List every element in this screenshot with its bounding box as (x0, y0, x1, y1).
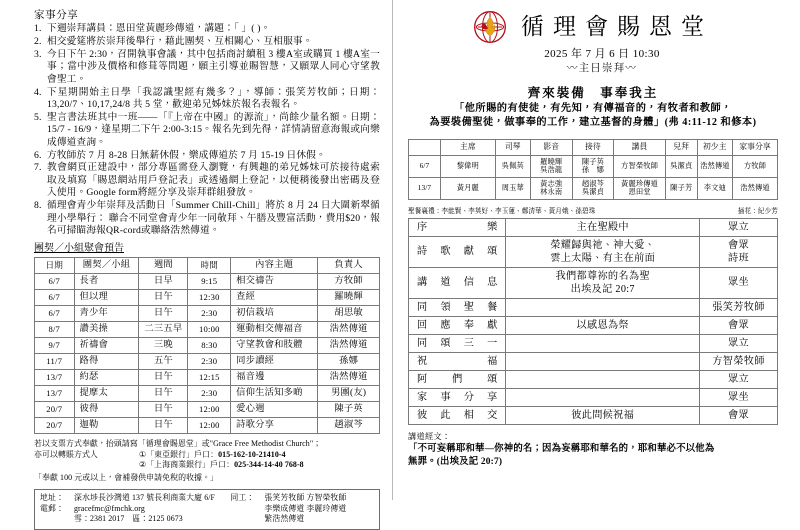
fellowship-cell-time: 12:00 (188, 417, 231, 433)
worship-order-item: 同領聖餐 (409, 298, 506, 316)
service-kind-ornament-right: 〰 (625, 63, 638, 74)
fellowship-cell-date: 6/7 (35, 305, 75, 321)
fellowship-row (35, 305, 380, 321)
fellowship-cell-group: 祈禱會 (74, 337, 139, 353)
worship-order-by: 眾立 (700, 218, 778, 236)
worship-order-by: 會眾 (700, 406, 778, 424)
bank-1-name: 「東亞銀行」戶口 (146, 449, 211, 459)
contact-phone-row: 雪：2381 2017 區：2125 0673 (74, 514, 183, 524)
duty-header-cell: 司琴 (495, 140, 530, 156)
offering-note (34, 439, 380, 483)
fellowship-row (35, 273, 380, 289)
announcement-text: 今日下午 2:30，召開執事會議，其中包括商討續租 3 樓A室或購買 1 樓A室一事；當中涉及價格和修葺等問題，願主引導並賜智慧，又願眾人同心守望教會聖工。 (47, 48, 380, 85)
fellowship-header-cell: 時間 (188, 257, 231, 273)
fellowship-cell-group: 長者 (74, 273, 139, 289)
duty-header-cell: 影音 (530, 140, 572, 156)
fellowship-cell-person: 浩然傳道 (318, 369, 380, 385)
panel-divider (392, 0, 393, 500)
staff-line-1: 張笑芳牧師 方智榮牧師 (264, 493, 347, 503)
contact-address-row (40, 493, 230, 503)
fellowship-cell-week: 日午 (139, 385, 188, 401)
announcement-number: 6. (34, 149, 42, 161)
bank-row-2 (34, 460, 380, 471)
worship-order-content: 榮耀歸與祂、神大愛、 雲上太陽、有主在前面 (506, 236, 700, 267)
worship-order-item: 祝福 (409, 352, 506, 370)
worship-order-by: 眾坐 (700, 388, 778, 406)
announcement-number: 3. (34, 48, 42, 60)
flower-arrangement-label: 插花：紀少芳 (737, 207, 778, 215)
fellowship-cell-time: 12:00 (188, 401, 231, 417)
worship-order-content: 主在聖殿中 (506, 218, 700, 236)
fellowship-row (35, 401, 380, 417)
fellowship-cell-week: 五午 (139, 353, 188, 369)
fellowship-cell-group: 青少年 (74, 305, 139, 321)
worship-order-content (506, 334, 700, 352)
fellowship-cell-person: 方牧師 (318, 273, 380, 289)
fellowship-cell-week: 二三五早 (139, 321, 188, 337)
service-kind-label: 主日崇拜 (578, 63, 626, 74)
sermon-scripture-line-1: 「不可妄稱耶和華—你神的名；因為妄稱耶和華名的，耶和華必不以他為 (408, 443, 715, 454)
announcement-item (34, 49, 380, 86)
fellowship-row (35, 289, 380, 305)
announcement-number: 4. (34, 86, 42, 98)
duty-cell-usher: 趙淑芩 吳潔貞 (572, 177, 614, 199)
servers-and-flowers-line (408, 207, 778, 216)
worship-order-by: 眾坐 (700, 267, 778, 298)
duty-cell-child: 陳子芳 (665, 177, 697, 199)
duty-header-cell (409, 140, 441, 156)
announcement-number: 5. (34, 111, 42, 123)
address-value: 深水埗長沙灣道 137 號長利商業大廈 6/F (74, 493, 216, 503)
fellowship-cell-person: 胡思敏 (318, 305, 380, 321)
announcement-item (34, 87, 380, 112)
worship-order-content (506, 370, 700, 388)
fellowship-heading: 團契／小組聚會預告 (34, 242, 124, 254)
fellowship-row (35, 369, 380, 385)
worship-order-item: 序樂 (409, 218, 506, 236)
duty-header-cell: 初少主 (697, 140, 732, 156)
fellowship-cell-topic: 運動相交傳福音 (231, 321, 318, 337)
duty-cell-date: 6/7 (409, 155, 441, 177)
worship-order-row (409, 236, 778, 267)
fellowship-cell-date: 8/7 (35, 321, 75, 337)
duty-cell-notice: 方牧師 (732, 155, 777, 177)
fellowship-header-cell: 團契／小組 (74, 257, 139, 273)
fellowship-cell-topic: 查經 (231, 289, 318, 305)
worship-order-row (409, 218, 778, 236)
bank-2-account: 025-344-14-40 768-8 (234, 460, 304, 470)
fellowship-cell-topic: 信仰生活知多啲 (231, 385, 318, 401)
duty-cell-speaker: 方智榮牧師 (614, 155, 665, 177)
fellowship-cell-date: 13/7 (35, 369, 75, 385)
worship-order-item: 講道信息 (409, 267, 506, 298)
announcement-item (34, 162, 380, 199)
right-panel-worship-order (392, 0, 800, 500)
duty-cell-child: 吳潔貞 (665, 155, 697, 177)
fellowship-table (34, 257, 380, 434)
bank-2-mark: ② (139, 460, 147, 470)
left-panel-announcements (0, 0, 392, 524)
fellowship-row (35, 417, 380, 433)
duty-cell-notice: 浩然傳道 (732, 177, 777, 199)
bank-2-name: 「上海商業銀行」戶口 (146, 460, 227, 470)
worship-order-content (506, 352, 700, 370)
fellowship-cell-person: 男團(友) (318, 385, 380, 401)
fellowship-cell-time: 12:30 (188, 289, 231, 305)
staff-row (230, 493, 374, 503)
announcement-text: 循理會青少年崇拜及活動日「Summer Chill-Chill」將於 8 月 24 日大圍新翠循理小學舉行： 聯合不同堂會青少年一同敬拜、午膳及豐富活動，費用$20，報名可掃瞄海報QR-cord或聯絡浩然傳道。 (47, 200, 380, 236)
fellowship-cell-topic: 守望教會和肢體 (231, 337, 318, 353)
worship-order-by: 會眾 (700, 316, 778, 334)
duty-row (409, 177, 778, 199)
offering-cheque-line: 若以支票方式奉獻，抬頭請寫「循理會賜恩堂」或"Grace Free Methodist Church"； (34, 438, 322, 448)
theme-title: 齊來裝備 事奉我主 (527, 86, 659, 100)
fellowship-cell-group: 彼得 (74, 401, 139, 417)
bank-1-mark: ① (139, 449, 147, 459)
fellowship-cell-time: 9:15 (188, 273, 231, 289)
announcement-list (34, 23, 380, 237)
duty-header-cell: 講員 (614, 140, 665, 156)
announcement-number: 1. (34, 23, 42, 34)
offering-minimum-note: 「奉獻 100 元或以上，會補發供申請免稅的收據。」 (34, 472, 219, 482)
fellowship-cell-date: 11/7 (35, 353, 75, 369)
duty-cell-piano: 周玉華 (495, 177, 530, 199)
worship-order-item: 家事分享 (409, 388, 506, 406)
fellowship-cell-topic: 初信栽培 (231, 305, 318, 321)
duty-header-row (409, 140, 778, 156)
sermon-scripture-line-2: 無罪。(出埃及記 20:7) (408, 457, 503, 468)
fellowship-cell-person: 浩然傳道 (318, 337, 380, 353)
worship-order-content: 彼此問候祝福 (506, 406, 700, 424)
fellowship-header-cell: 週間 (139, 257, 188, 273)
worship-order-item: 詩歌獻頌 (409, 236, 506, 267)
announcements-heading: 家事分享 (34, 10, 79, 21)
duty-cell-speaker: 黃麗珍傳道 恩田堂 (614, 177, 665, 199)
sermon-scripture-heading: 講道經文： (408, 431, 451, 441)
duty-cell-chair: 黃月麗 (440, 177, 495, 199)
contact-email-row (40, 504, 230, 514)
announcement-text: 相交愛筵將於崇拜後舉行，藉此團契、互相關心、互相服事。 (47, 35, 313, 47)
service-kind (408, 62, 778, 76)
fellowship-cell-person: 羅曉輝 (318, 289, 380, 305)
announcement-text: 下週崇拜講員：恩田堂黃麗珍傳道，講題：「 」( )。 (47, 23, 271, 34)
fellowship-header-cell: 內容主題 (231, 257, 318, 273)
fellowship-cell-week: 日午 (139, 401, 188, 417)
bank-row-2-spacer (34, 460, 139, 471)
fellowship-cell-group: 提摩太 (74, 385, 139, 401)
fellowship-cell-topic: 愛心週 (231, 401, 318, 417)
fellowship-cell-person: 趙淑芩 (318, 417, 380, 433)
fellowship-cell-date: 20/7 (35, 401, 75, 417)
fellowship-cell-time: 10:00 (188, 321, 231, 337)
fellowship-header-cell: 日期 (35, 257, 75, 273)
fellowship-cell-topic: 同步讀經 (231, 353, 318, 369)
worship-order-item: 阿們頌 (409, 370, 506, 388)
announcement-text: 下星期開始主日學「我認識聖經有幾多？」，導師：張笑芳牧師；日期：13,20/7、10,17,24/8 共 5 堂，歡迎弟兄姊妹於報名表報名。 (47, 86, 380, 110)
service-datetime: 2025 年 7 月 6 日 10:30 (544, 48, 660, 60)
staff-line-3: 繁浩然傳道 (264, 514, 305, 524)
duty-cell-date: 13/7 (409, 177, 441, 199)
announcement-item (34, 150, 380, 162)
fellowship-cell-group: 路得 (74, 353, 139, 369)
worship-order-row (409, 334, 778, 352)
fellowship-cell-time: 2:30 (188, 385, 231, 401)
worship-order-item: 回應奉獻 (409, 316, 506, 334)
fellowship-cell-week: 日午 (139, 369, 188, 385)
offering-transfer-label: 亦可以轉賬方式人 (34, 449, 98, 459)
fellowship-cell-person: 陳子英 (318, 401, 380, 417)
fellowship-cell-date: 20/7 (35, 417, 75, 433)
worship-order-by: 眾立 (700, 370, 778, 388)
fellowship-cell-date: 13/7 (35, 385, 75, 401)
announcement-item (34, 23, 380, 35)
announcement-number: 7. (34, 162, 42, 174)
free-methodist-flame-globe-logo (473, 10, 507, 44)
fellowship-cell-time: 12:15 (188, 369, 231, 385)
fellowship-header-row (35, 257, 380, 273)
fellowship-cell-topic: 福音邊 (231, 369, 318, 385)
staff-line-2: 李樂成傳道 李麗玲傳道 (264, 503, 347, 513)
worship-order-row (409, 370, 778, 388)
duty-cell-piano: 吳佩英 (495, 155, 530, 177)
worship-order-row (409, 267, 778, 298)
announcement-number: 2. (34, 35, 42, 47)
fellowship-row (35, 385, 380, 401)
worship-order-row (409, 406, 778, 424)
fellowship-cell-time: 8:30 (188, 337, 231, 353)
bank-1-account: 015-162-10-21410-4 (218, 449, 286, 459)
email-label: 電郵： (40, 503, 64, 513)
announcement-text: 聖言書法班其中一班——「『上帝在中國』的源流」，尚餘少量名額。日期：15/7 - 16/9，逢星期二下午 2:00-3:15。報名先到先得，詳情請留意海報或向樂成傳道查詢。 (47, 111, 380, 148)
theme-verse-line-1: 「他所賜的有使徒，有先知，有傳福音的，有牧者和教師， (454, 103, 732, 114)
announcement-item (34, 200, 380, 237)
worship-order-content (506, 298, 700, 316)
worship-order-content: 以感恩為祭 (506, 316, 700, 334)
fellowship-cell-time: 2:30 (188, 305, 231, 321)
worship-order-row (409, 316, 778, 334)
duty-header-cell: 主席 (440, 140, 495, 156)
duty-cell-chair: 黎偉明 (440, 155, 495, 177)
duty-cell-usher: 陳子英 孫 娜 (572, 155, 614, 177)
announcement-item (34, 112, 380, 149)
fellowship-cell-group: 迦勒 (74, 417, 139, 433)
fellowship-cell-date: 6/7 (35, 289, 75, 305)
worship-order-by: 方智榮牧師 (700, 352, 778, 370)
email-value[interactable]: gracefmc@fmchk.org (74, 503, 145, 513)
worship-order-table (408, 218, 778, 425)
fellowship-cell-week: 日午 (139, 305, 188, 321)
duty-row (409, 155, 778, 177)
fellowship-cell-week: 日午 (139, 417, 188, 433)
duty-cell-youth: 浩然傳道 (697, 155, 732, 177)
fellowship-cell-week: 日午 (139, 289, 188, 305)
church-name: 循理會賜恩堂 (521, 14, 713, 39)
worship-order-by: 會眾 詩班 (700, 236, 778, 267)
fellowship-row (35, 353, 380, 369)
announcement-number: 8. (34, 200, 42, 212)
address-label: 地址： (40, 493, 64, 503)
communion-servers-label: 聖餐襄禮：李能賢、李英好、李玉蓮、鄭清華、黃月娥、孫碧珠 (408, 207, 596, 215)
fellowship-cell-person: 孫娜 (318, 353, 380, 369)
fellowship-header-cell: 負責人 (318, 257, 380, 273)
contact-box (34, 489, 380, 529)
worship-order-by: 眾立 (700, 334, 778, 352)
fellowship-cell-group: 讚美操 (74, 321, 139, 337)
bank-2-sep: ： (226, 460, 235, 470)
masthead (408, 10, 778, 44)
fellowship-cell-week: 日早 (139, 273, 188, 289)
worship-order-by: 張笑芳牧師 (700, 298, 778, 316)
worship-order-content (506, 388, 700, 406)
fellowship-cell-topic: 相交禱告 (231, 273, 318, 289)
bank-row-1 (34, 450, 380, 461)
fellowship-cell-group: 約瑟 (74, 369, 139, 385)
fellowship-row (35, 337, 380, 353)
worship-order-row (409, 352, 778, 370)
duty-cell-av: 羅曉輝 吳浩龍 (530, 155, 572, 177)
theme-verse-line-2: 為要裝備聖徒，做事奉的工作，建立基督的身體」(弗 4:11-12 和修本) (429, 117, 757, 128)
announcement-item (34, 36, 380, 48)
service-kind-ornament-left: 〰 (566, 63, 579, 74)
contact-right-column (230, 493, 374, 524)
staff-label: 同工： (230, 493, 255, 503)
duty-cell-av: 黃志強 林永南 (530, 177, 572, 199)
announcement-text: 方牧師於 7 月 8-28 日無薪休假，樂成傳道於 7 月 15-19 日休假。 (47, 149, 326, 161)
fellowship-cell-group: 但以理 (74, 289, 139, 305)
fellowship-cell-date: 6/7 (35, 273, 75, 289)
duty-header-cell: 兒拜 (665, 140, 697, 156)
duty-cell-youth: 李文迪 (697, 177, 732, 199)
fellowship-cell-date: 9/7 (35, 337, 75, 353)
contact-left-column (40, 493, 230, 524)
worship-order-item: 彼此相交 (409, 406, 506, 424)
duty-header-cell: 接待 (572, 140, 614, 156)
bank-1-sep: ： (210, 449, 219, 459)
announcement-text: 教會網頁正建設中，部分專區需登入瀏覽，有興趣的弟兄姊妹可於接待處索取及填寫「賜恩網站用戶登記表」或透過網上登記，以便稍後發出密碼及登入使用。Google form將經分享及崇拜群組發放。 (47, 162, 380, 199)
duty-roster-table (408, 139, 778, 200)
worship-order-row (409, 298, 778, 316)
fellowship-cell-person: 浩然傳道 (318, 321, 380, 337)
fellowship-row (35, 321, 380, 337)
worship-order-content: 我們都尊祢的名為聖 出埃及記 20:7 (506, 267, 700, 298)
worship-order-row (409, 388, 778, 406)
fellowship-cell-week: 三晚 (139, 337, 188, 353)
fellowship-cell-topic: 詩歌分享 (231, 417, 318, 433)
fellowship-cell-time: 2:30 (188, 353, 231, 369)
duty-header-cell: 家事分享 (732, 140, 777, 156)
worship-order-item: 同頌三一 (409, 334, 506, 352)
